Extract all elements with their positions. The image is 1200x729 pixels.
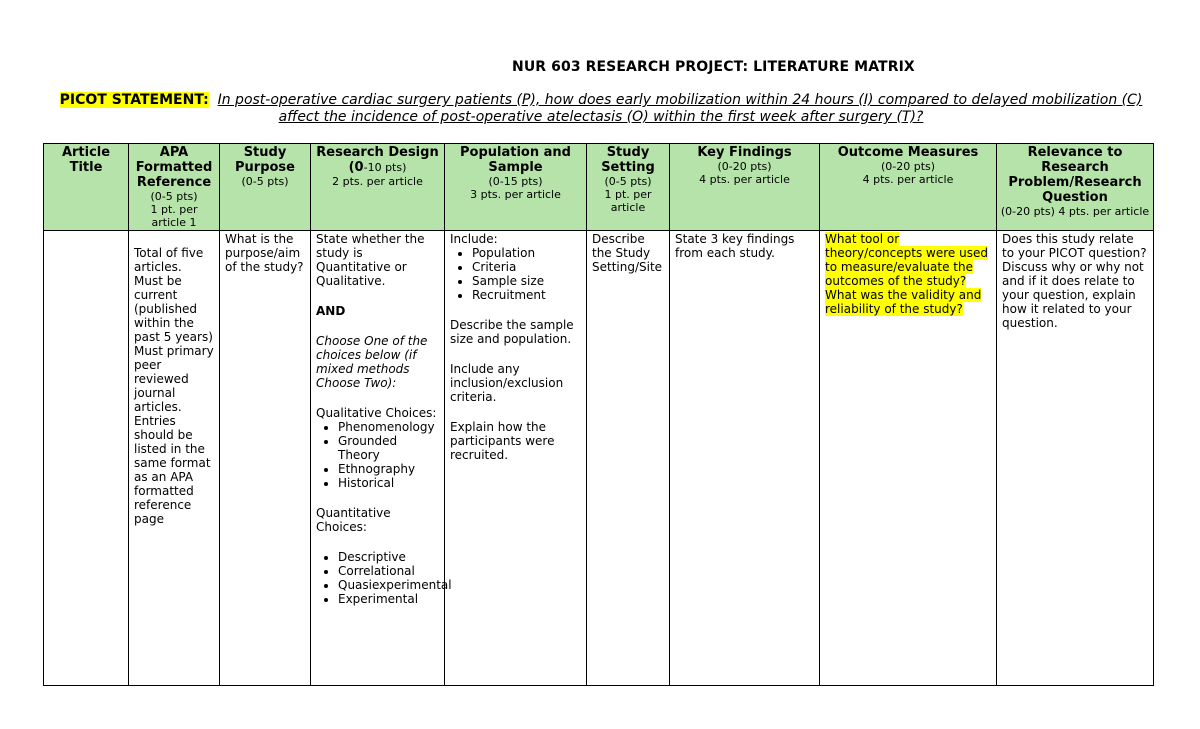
cell-key-findings	[670, 231, 820, 686]
col-relevance	[997, 144, 1154, 231]
col-study-purpose	[220, 144, 311, 231]
population-include: Include:	[450, 232, 498, 246]
picot-label: PICOT STATEMENT:	[59, 92, 209, 108]
cell-study-purpose	[220, 231, 311, 686]
col-apa-reference	[129, 144, 220, 231]
findings-text: State 3 key findings from each study.	[675, 232, 795, 260]
col-note: 4 pts. per article	[699, 173, 790, 186]
col-key-findings	[670, 144, 820, 231]
list-item: • Phenomenology	[338, 420, 439, 434]
design-intro: State whether the study is Quantitative or Qualitative.	[316, 232, 425, 288]
col-article-title	[44, 144, 129, 231]
header-row	[44, 144, 1154, 231]
list-item: • Population	[472, 246, 581, 260]
cell-research-design	[311, 231, 452, 686]
purpose-text: What is the purpose/aim of the study?	[225, 232, 304, 274]
col-points: (0-20 pts)	[717, 160, 772, 173]
list-item: • Correlational	[338, 564, 439, 578]
col-note: 1 pt. per article 1	[150, 203, 198, 229]
outcome-text: What tool or theory/concepts were used to measure/evaluate the outcomes of the study? What was the validity and reliability of the study?	[825, 232, 988, 316]
list-item: • Criteria	[472, 260, 581, 274]
col-points: (0-5 pts)	[241, 175, 289, 188]
list-item: • Recruitment	[472, 288, 581, 302]
population-list	[450, 246, 581, 302]
cell-article-title	[44, 231, 129, 686]
picot-statement	[46, 92, 1156, 126]
apa-guidance: Total of five articles. Must be current (published within the past 5 years) Must primary peer reviewed journal articles. Entries should be listed in the same format as an APA formatted reference page	[134, 246, 214, 526]
literature-matrix-table	[43, 143, 1154, 686]
design-and: AND	[316, 304, 346, 318]
list-item: • Ethnography	[338, 462, 439, 476]
population-describe: Describe the sample size and population.	[450, 318, 574, 346]
list-item: • Quasiexperimental	[338, 578, 439, 592]
col-points: (0-5 pts)	[604, 175, 652, 188]
list-item: • Sample size	[472, 274, 581, 288]
cell-population-sample	[445, 231, 587, 686]
col-points: (0-20 pts)	[880, 160, 936, 173]
outcome-text-wrap	[825, 232, 991, 316]
quantitative-list	[316, 550, 452, 606]
col-study-setting	[587, 144, 670, 231]
col-title: Relevance to Research Problem/Research Question	[1008, 145, 1142, 205]
col-population-sample	[445, 144, 587, 231]
picot-text: In post-operative cardiac surgery patients (P), how does early mobilization within 24 hours (I) compared to delayed mobilization (C) affect the incidence of post-operative atelectasis (O) within the first week after surgery (T)?	[217, 92, 1143, 125]
population-inclusion: Include any inclusion/exclusion criteria.	[450, 362, 564, 404]
setting-text: Describe the Study Setting/Site	[592, 232, 663, 274]
list-item: • Grounded Theory	[338, 434, 439, 462]
col-points: (0-5 pts)	[150, 190, 198, 203]
col-points: (0-20 pts) 4 pts. per article	[1000, 205, 1150, 218]
col-title: Article Title	[61, 145, 111, 175]
col-note: 1 pt. per article	[604, 188, 652, 214]
col-outcome-measures	[820, 144, 997, 231]
col-title: Study Purpose	[235, 145, 295, 175]
table-row	[44, 231, 1154, 686]
relevance-text: Does this study relate to your PICOT question? Discuss why or why not and if it does relate to your question, explain how it related to your question.	[1002, 232, 1147, 330]
cell-apa-reference	[129, 231, 220, 686]
col-note: 4 pts. per article	[862, 173, 954, 186]
list-item: • Historical	[338, 476, 439, 490]
col-points: (0-15 pts)	[488, 175, 543, 188]
cell-outcome-measures	[820, 231, 997, 686]
col-title: Research Design (0	[316, 145, 439, 175]
list-item: • Descriptive	[338, 550, 439, 564]
col-title: Key Findings	[697, 145, 792, 160]
col-title: Outcome Measures	[837, 145, 979, 160]
document-title: NUR 603 RESEARCH PROJECT: LITERATURE MATRIX	[512, 59, 915, 75]
col-note: 3 pts. per article	[470, 188, 561, 201]
col-title-wrap	[314, 145, 441, 175]
col-title: APA Formatted Reference	[135, 145, 213, 190]
population-explain: Explain how the participants were recruited.	[450, 420, 555, 462]
qualitative-label: Qualitative Choices:	[316, 406, 437, 420]
design-choose: Choose One of the choices below (if mixed methods Choose Two):	[316, 334, 428, 390]
quantitative-label: Quantitative Choices:	[316, 506, 391, 534]
col-title: Study Setting	[601, 145, 655, 175]
col-note: 2 pts. per article	[332, 175, 423, 188]
col-title: Population and Sample	[460, 145, 571, 175]
qualitative-list	[316, 420, 439, 490]
col-points: -10 pts)	[363, 161, 407, 174]
list-item: • Experimental	[338, 592, 439, 606]
cell-relevance	[997, 231, 1154, 686]
col-research-design	[311, 144, 445, 231]
cell-study-setting	[587, 231, 670, 686]
